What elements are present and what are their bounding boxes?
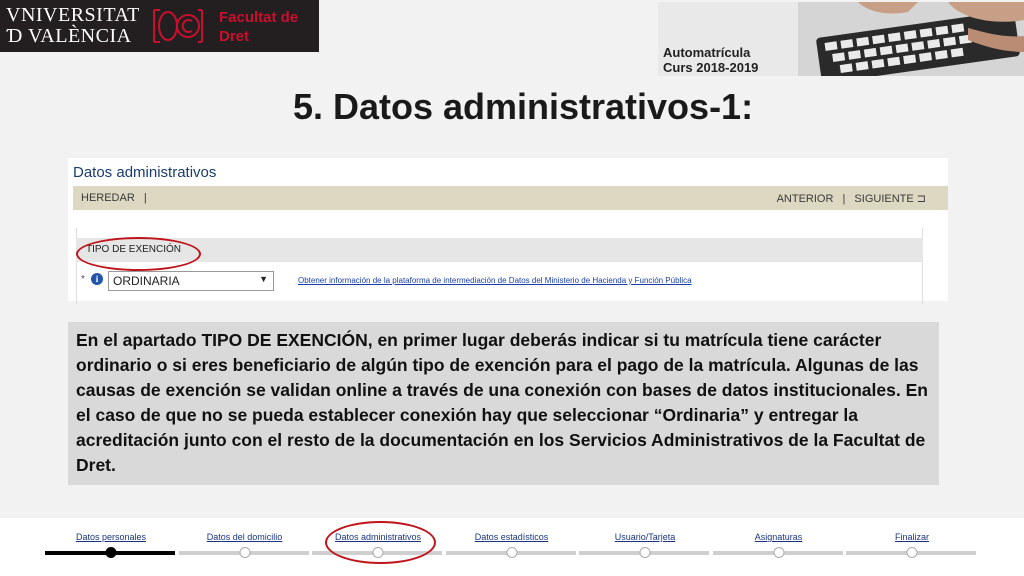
enrollment-progress-bar — [0, 518, 1024, 576]
info-icon[interactable]: i — [91, 273, 103, 285]
next-button[interactable] — [854, 193, 926, 205]
progress-dot-5 — [640, 547, 651, 558]
automatricula-title — [663, 45, 758, 75]
progress-dot-7 — [907, 547, 918, 558]
ministry-info-link[interactable]: Obtener información de la plataforma de intermediación de Datos del Ministerio de Hacienda y Función Pública — [298, 276, 692, 285]
progress-step-2[interactable]: Datos del domicilio — [206, 532, 283, 542]
next-arrow-icon: ⊐ — [916, 193, 926, 205]
banner-line1: Automatrícula — [663, 45, 751, 60]
form-toolbar — [73, 186, 948, 210]
university-name-line2: Ɗ VALÈNCIA — [6, 25, 132, 47]
slide-title-text: 5. Datos administrativos-1: — [292, 86, 754, 127]
progress-dot-1 — [106, 547, 117, 558]
progress-dot-6 — [773, 547, 784, 558]
progress-dot-2 — [239, 547, 250, 558]
university-seal-icon — [146, 6, 204, 46]
next-button-label: SIGUIENTE — [854, 193, 914, 205]
explanation-box — [68, 322, 939, 485]
banner-line2: Curs 2018-2019 — [663, 60, 759, 75]
required-mark: * — [81, 274, 85, 285]
progress-dot-4 — [506, 547, 517, 558]
explanation-text: En el apartado TIPO DE EXENCIÓN, en primer lugar deberás indicar si tu matrícula tiene carácter ordinario o si eres beneficiario de algún tipo de exención para el pago de la matrícula. Algunas de las causas de exención se validan online a través de una conexión con bases de datos institucionales. En el caso de que no se pueda establecer conexión hay que seleccionar “Ordinaria” y entregar la acreditación junto con el resto de la documentación en los Servicios Administrativos de la Facultat de Dret. — [76, 330, 928, 475]
slide-title — [0, 86, 1024, 128]
current-step-highlight-oval — [325, 521, 436, 564]
inherit-button[interactable]: HEREDAR — [81, 192, 135, 204]
toolbar-left — [81, 192, 153, 204]
exemption-type-value: ORDINARIA — [113, 274, 180, 288]
form-screenshot — [68, 158, 948, 301]
faculty-name-line1: Facultat de — [219, 9, 299, 26]
automatricula-banner — [658, 2, 1024, 76]
toolbar-separator-right: | — [842, 193, 846, 205]
form-heading: Datos administrativos — [73, 164, 217, 181]
previous-button[interactable]: ANTERIOR — [776, 193, 834, 205]
university-name-line1: VNIVERSITAT — [6, 4, 140, 26]
university-name — [6, 5, 140, 46]
toolbar-right — [777, 192, 926, 205]
faculty-name — [219, 8, 298, 46]
exemption-section-header — [76, 238, 923, 262]
progress-step-5[interactable]: Usuario/Tarjeta — [614, 532, 676, 542]
exemption-section-title: TIPO DE EXENCIÓN — [86, 244, 182, 255]
exemption-highlight-oval — [76, 237, 201, 271]
progress-step-4[interactable]: Datos estadísticos — [474, 532, 549, 542]
progress-step-7[interactable]: Finalizar — [894, 532, 930, 542]
progress-step-1[interactable]: Datos personales — [75, 532, 147, 542]
progress-step-6[interactable]: Asignaturas — [754, 532, 803, 542]
keyboard-hands-icon — [798, 2, 1024, 76]
toolbar-separator: | — [143, 192, 147, 204]
faculty-name-line2: Dret — [219, 28, 250, 45]
progress-step-3[interactable]: Datos administrativos — [334, 532, 422, 542]
dropdown-arrow-icon: ▼ — [259, 274, 268, 284]
university-logo-banner — [0, 0, 319, 52]
exemption-type-select[interactable] — [108, 271, 274, 291]
